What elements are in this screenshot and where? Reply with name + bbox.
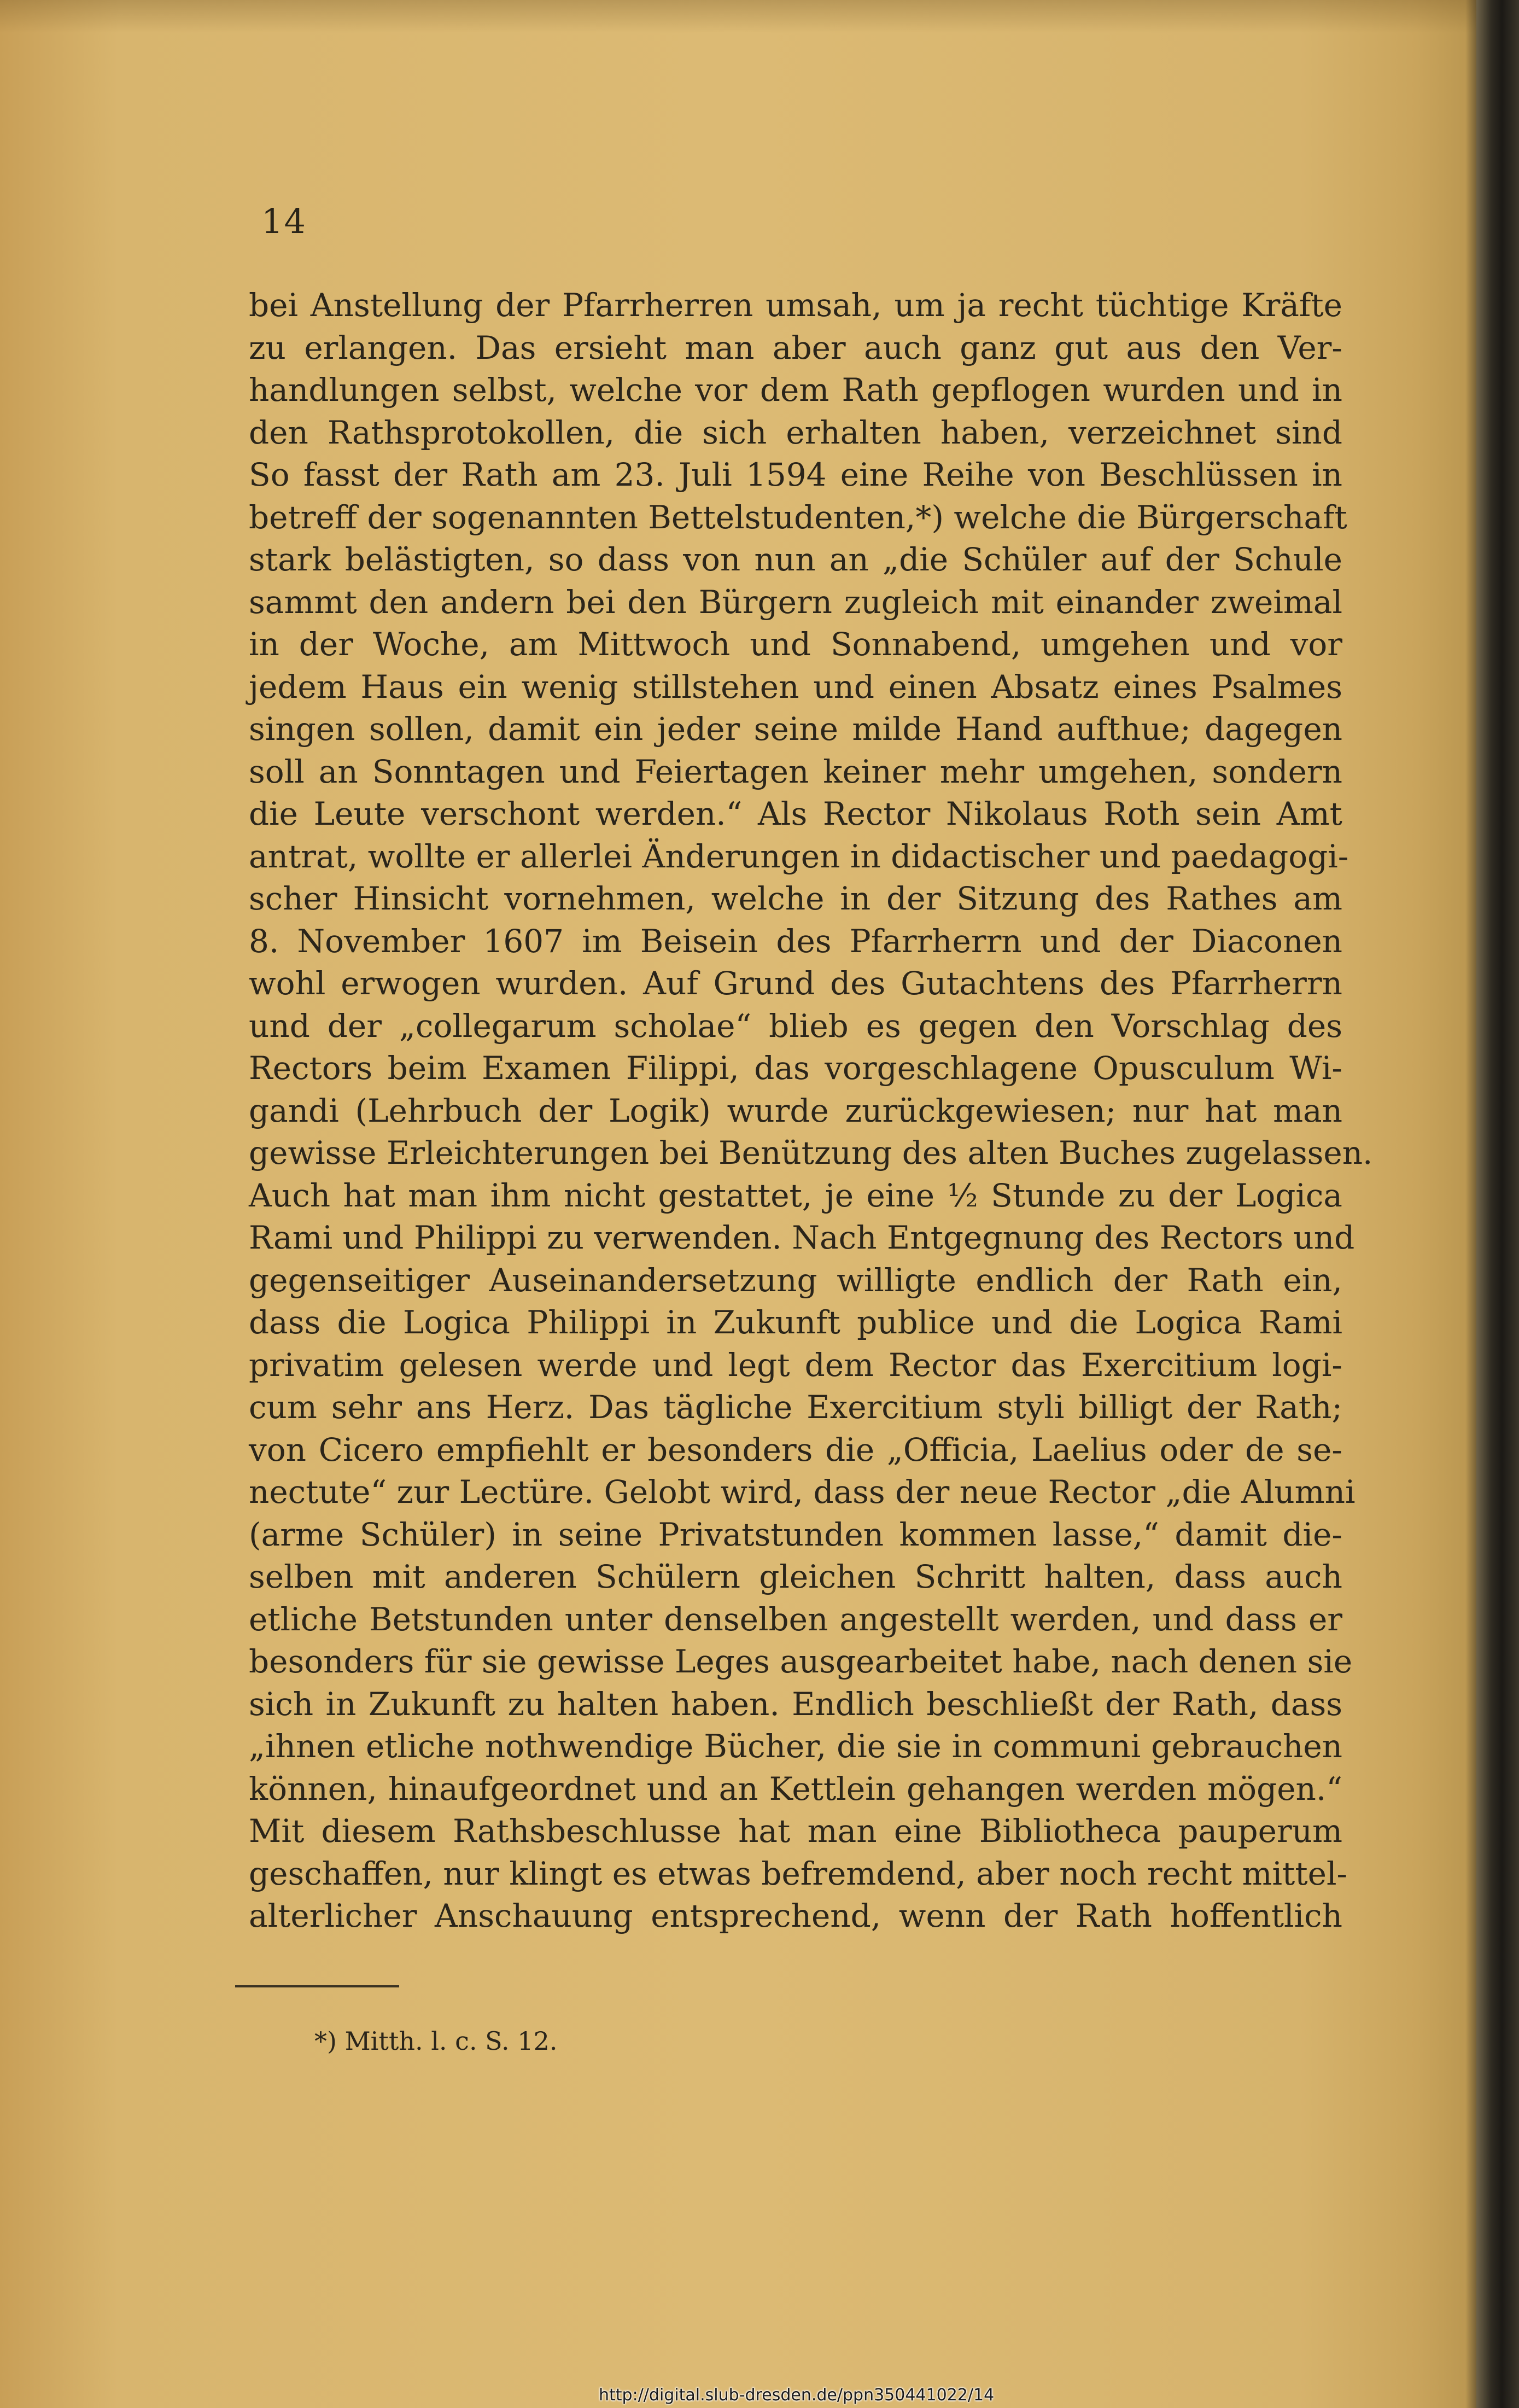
text-line: dass die Logica Philippi in Zukunft publice und die Logica Rami — [249, 1304, 1342, 1341]
page-number: 14 — [261, 201, 307, 241]
page-top-shadow — [0, 0, 1476, 33]
text-line: und der „collegarum scholae“ blieb es gegen den Vorschlag des — [249, 1007, 1342, 1045]
text-line: Mit diesem Rathsbeschlusse hat man eine Bibliotheca pauperum — [249, 1812, 1342, 1850]
text-line: soll an Sonntagen und Feiertagen keiner mehr umgehen, sondern — [249, 753, 1342, 790]
text-line: wohl erwogen wurden. Auf Grund des Gutachtens des Pfarrherrn — [249, 965, 1342, 1002]
source-url: http://digital.slub-dresden.de/ppn350441022/14 — [599, 2386, 995, 2405]
text-line: besonders für sie gewisse Leges ausgearbeitet habe, nach denen sie — [249, 1643, 1353, 1680]
text-line: 8. November 1607 im Beisein des Pfarrherrn und der Diaconen — [249, 922, 1342, 960]
text-line: jedem Haus ein wenig stillstehen und einen Absatz eines Psalmes — [249, 668, 1342, 706]
text-line: sich in Zukunft zu halten haben. Endlich beschließt der Rath, dass — [249, 1685, 1342, 1723]
text-line: selben mit anderen Schülern gleichen Schritt halten, dass auch — [249, 1558, 1342, 1595]
text-line: in der Woche, am Mittwoch und Sonnabend, umgehen und vor — [249, 626, 1342, 663]
text-line: cum sehr ans Herz. Das tägliche Exercitium styli billigt der Rath; — [249, 1389, 1342, 1426]
text-line: die Leute verschont werden.“ Als Rector Nikolaus Roth sein Amt — [249, 795, 1342, 832]
text-line: antrat, wollte er allerlei Änderungen in didactischer und paedagogi- — [249, 837, 1349, 875]
text-line: „ihnen etliche nothwendige Bücher, die sie in communi gebrauchen — [249, 1728, 1342, 1765]
text-line: nectute“ zur Lectüre. Gelobt wird, dass der neue Rector „die Alumni — [249, 1473, 1356, 1511]
text-line: geschaffen, nur klingt es etwas befremdend, aber noch recht mittel- — [249, 1855, 1348, 1892]
text-line: Rami und Philippi zu verwenden. Nach Entgegnung des Rectors und — [249, 1219, 1355, 1256]
text-line: den Rathsprotokollen, die sich erhalten haben, verzeichnet sind — [249, 413, 1342, 451]
text-line: privatim gelesen werde und legt dem Rector das Exercitium logi- — [249, 1346, 1342, 1384]
text-line: handlungen selbst, welche vor dem Rath gepflogen wurden und in — [249, 371, 1342, 409]
body-text — [249, 284, 1373, 1938]
text-line: gegenseitiger Auseinandersetzung willigte endlich der Rath ein, — [249, 1261, 1342, 1299]
text-line: So fasst der Rath am 23. Juli 1594 eine Reihe von Beschlüssen in — [249, 456, 1342, 493]
text-line: gewisse Erleichterungen bei Benützung des alten Buches zugelassen. — [249, 1134, 1373, 1171]
text-line: betreff der sogenannten Bettelstudenten,*) welche die Bürgerschaft — [249, 498, 1347, 536]
text-line: alterlicher Anschauung entsprechend, wenn der Rath hoffentlich — [249, 1897, 1342, 1934]
text-line: stark belästigten, so dass von nun an „die Schüler auf der Schule — [249, 541, 1342, 578]
text-line: scher Hinsicht vornehmen, welche in der Sitzung des Rathes am — [249, 880, 1342, 917]
text-line: etliche Betstunden unter denselben angestellt werden, und dass er — [249, 1600, 1342, 1638]
text-line: bei Anstellung der Pfarrherren umsah, um ja recht tüchtige Kräfte — [249, 287, 1342, 324]
footnote-separator — [235, 1985, 399, 1987]
text-line: sammt den andern bei den Bürgern zugleich mit einander zweimal — [249, 583, 1342, 621]
text-line: zu erlangen. Das ersieht man aber auch ganz gut aus den Ver- — [249, 329, 1342, 366]
text-line: singen sollen, damit ein jeder seine milde Hand aufthue; dagegen — [249, 710, 1342, 748]
book-binding — [1476, 0, 1519, 2408]
footnote: *) Mitth. l. c. S. 12. — [314, 2026, 558, 2056]
text-line: Rectors beim Examen Filippi, das vorgeschlagene Opusculum Wi- — [249, 1050, 1342, 1087]
text-line: (arme Schüler) in seine Privatstunden kommen lasse,“ damit die- — [249, 1515, 1342, 1553]
text-line: Auch hat man ihm nicht gestattet, je eine ½ Stunde zu der Logica — [249, 1176, 1342, 1214]
text-line: von Cicero empfiehlt er besonders die „Officia, Laelius oder de se- — [249, 1431, 1342, 1468]
text-line: können, hinaufgeordnet und an Kettlein gehangen werden mögen.“ — [249, 1770, 1342, 1808]
text-line: gandi (Lehrbuch der Logik) wurde zurückgewiesen; nur hat man — [249, 1092, 1342, 1129]
